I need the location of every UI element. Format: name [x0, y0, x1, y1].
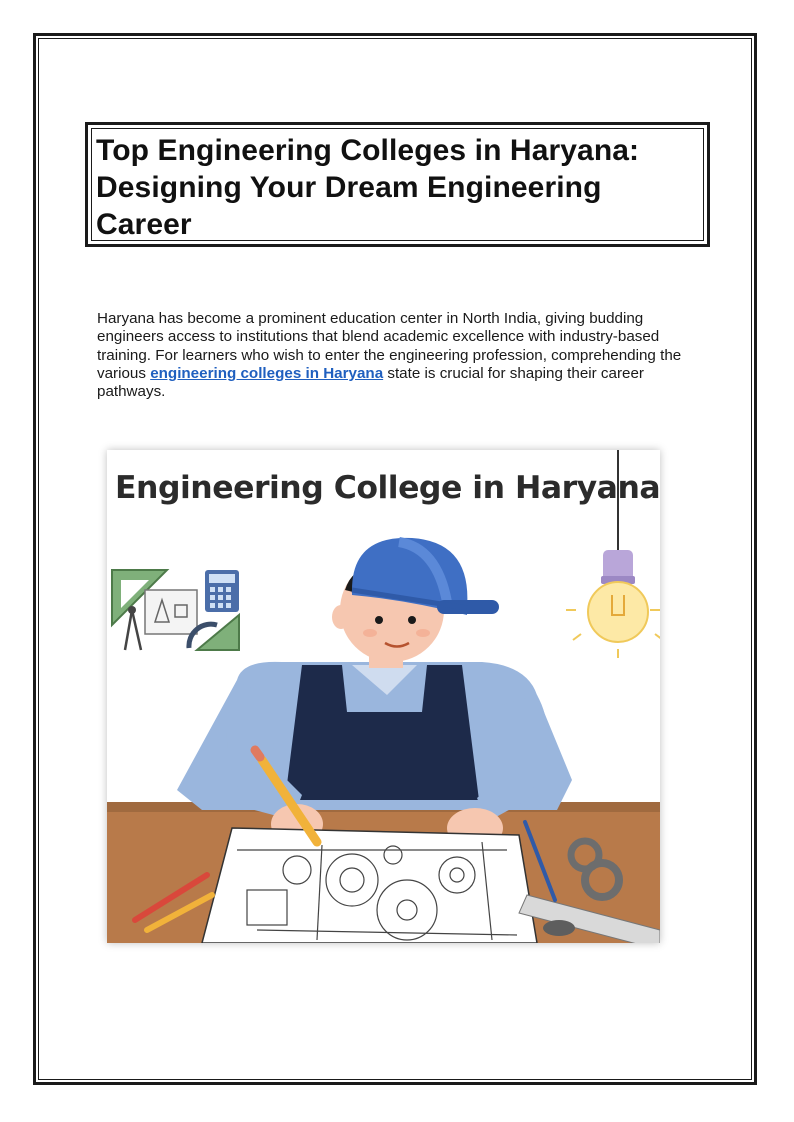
intro-text-before: Haryana has become a prominent education center in North India, giving budding engineers access to institutions that blend academic excellence with industry-based training. For learners who wish to enter the engineering profession, comprehending the various — [97, 310, 682, 382]
page-title: Top Engineering Colleges in Haryana: Designing Your Dream Engineering Career — [96, 134, 640, 241]
hero-illustration — [107, 450, 660, 943]
lamp-icon — [566, 450, 660, 658]
engineering-colleges-link[interactable]: engineering colleges in Haryana — [150, 364, 384, 382]
blueprint-paper — [202, 828, 537, 943]
intro-paragraph — [97, 310, 697, 401]
engineer-drawing-illustration — [107, 450, 660, 943]
intro-text-after: state is crucial for shaping their career pathways. — [97, 364, 644, 401]
title-box — [85, 122, 710, 247]
geometry-tools-icon — [112, 570, 239, 650]
illustration-heading: Engineering College in Haryana — [115, 470, 660, 506]
